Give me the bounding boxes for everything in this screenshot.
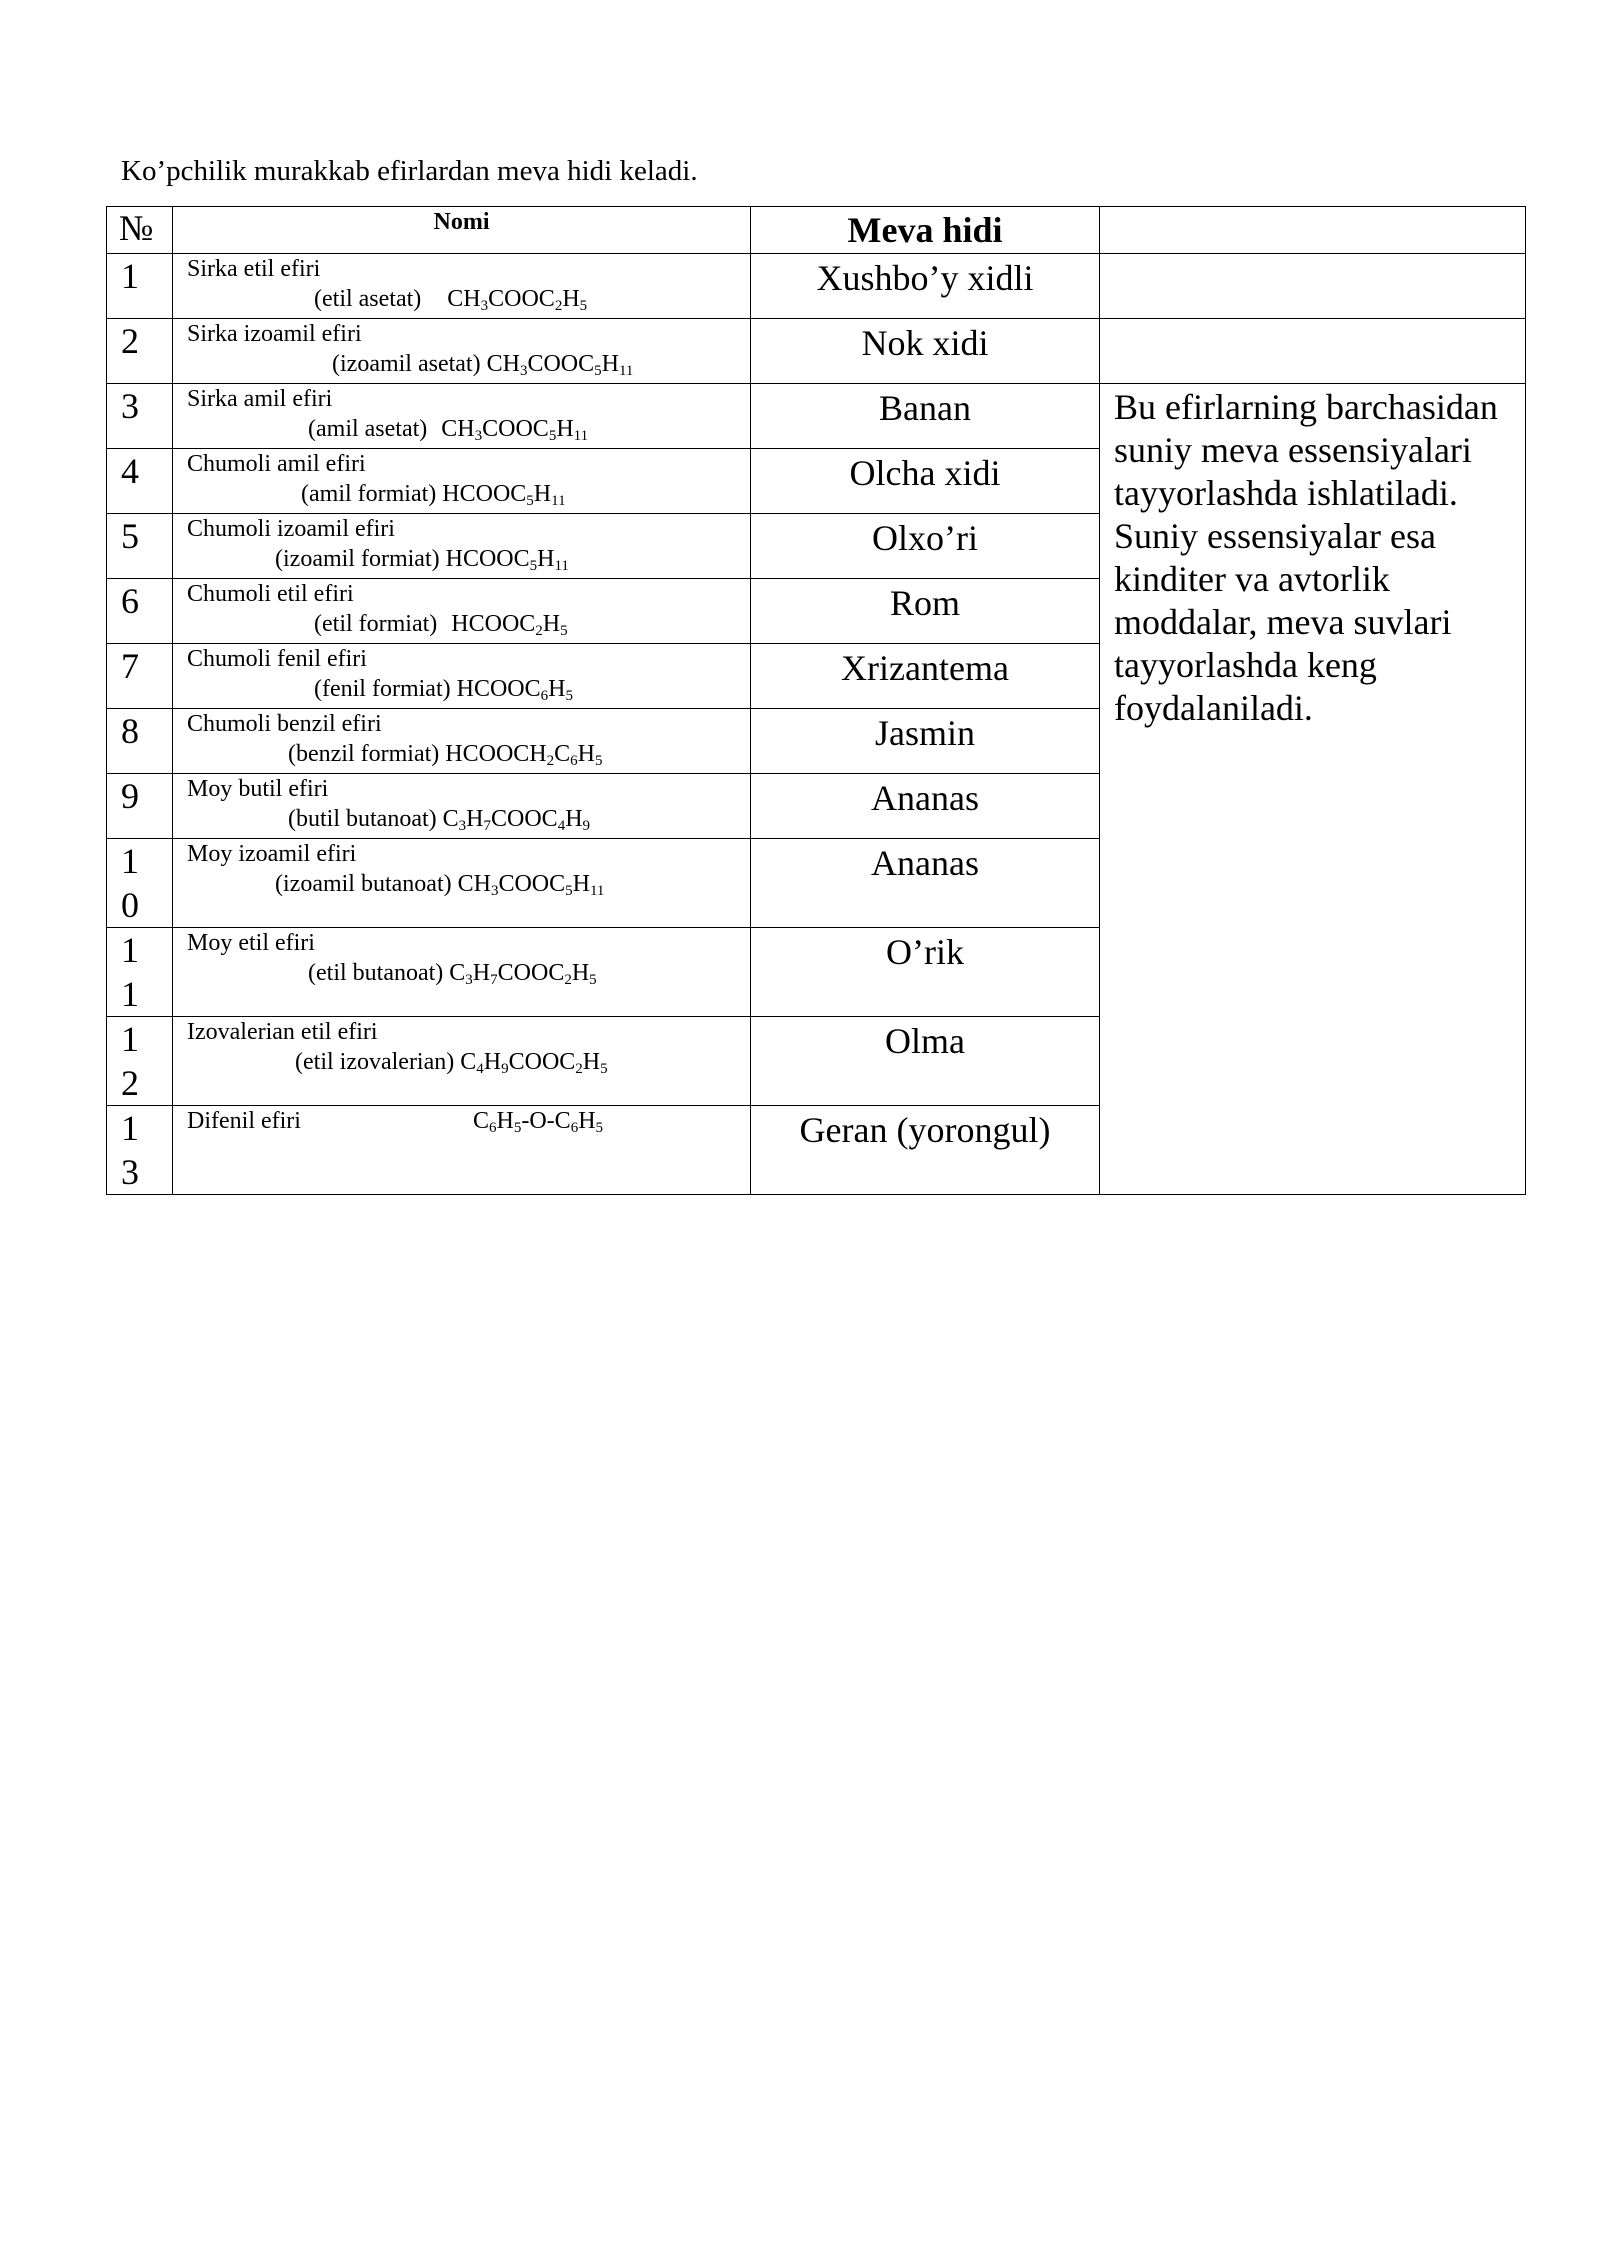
ester-alt-name: (benzil formiat) — [288, 741, 440, 767]
ester-common-name: Difenil efiri — [187, 1108, 301, 1134]
row-number — [107, 384, 173, 449]
ester-systematic-name — [187, 479, 750, 509]
ester-common-name: Chumoli amil efiri — [187, 451, 366, 477]
row-number — [107, 774, 173, 839]
table-body — [107, 254, 1526, 1195]
ester-common-name: Sirka izoamil efiri — [187, 321, 362, 347]
fruit-smell: Rom — [751, 579, 1100, 644]
ester-formula: $C_3H_7COOC_4H_9$ — [442, 806, 591, 834]
table-row — [107, 384, 1526, 449]
ester-name — [173, 254, 751, 319]
fruit-smell: Olma — [751, 1017, 1100, 1106]
ester-alt-name: (etil izovalerian) — [295, 1049, 455, 1075]
ester-alt-name: (fenil formiat) — [314, 676, 451, 702]
header-number: № — [107, 207, 173, 254]
ester-formula: $HCOOC_5H_{11}$ — [442, 481, 566, 509]
ester-name — [173, 514, 751, 579]
ester-common-name: Chumoli izoamil efiri — [187, 516, 395, 542]
header-smell: Meva hidi — [751, 207, 1100, 254]
ester-alt-name: (amil asetat) — [308, 416, 428, 442]
ester-name — [173, 774, 751, 839]
ester-systematic-name — [187, 349, 750, 379]
ester-systematic-name — [187, 804, 750, 834]
ester-formula: $C_3H_7COOC_2H_5$ — [449, 960, 597, 988]
table-header-row — [107, 207, 1526, 254]
ester-name — [173, 579, 751, 644]
ester-name — [173, 709, 751, 774]
ester-name — [173, 928, 751, 1017]
ester-common-name: Izovalerian etil efiri — [187, 1019, 378, 1045]
row-number-text: 10 — [121, 841, 139, 925]
fruit-smell: Ananas — [751, 774, 1100, 839]
row-number-text: 6 — [121, 581, 139, 621]
row-number — [107, 1106, 173, 1195]
empty-note-cell — [1100, 254, 1526, 319]
empty-note-cell — [1100, 319, 1526, 384]
ester-formula: $CH_3COOC_5H_{11}$ — [441, 416, 589, 444]
row-number-text: 4 — [121, 451, 139, 491]
ester-alt-name: (amil formiat) — [301, 481, 437, 507]
ester-formula: $HCOOC_2H_5$ — [451, 611, 568, 639]
ester-systematic-name — [187, 284, 750, 314]
ester-systematic-name — [187, 958, 750, 988]
fruit-smell: Ananas — [751, 839, 1100, 928]
row-number — [107, 254, 173, 319]
row-number — [107, 449, 173, 514]
fruit-smell: Olcha xidi — [751, 449, 1100, 514]
ester-formula: $C_6H_5-O-C_6H_5$ — [473, 1108, 604, 1136]
ester-name — [173, 449, 751, 514]
ester-alt-name: (etil butanoat) — [308, 960, 444, 986]
fruit-smell: Banan — [751, 384, 1100, 449]
ester-common-name: Chumoli benzil efiri — [187, 711, 382, 737]
fruit-smell: Nok xidi — [751, 319, 1100, 384]
ester-formula: $HCOOC_6H_5$ — [456, 676, 573, 704]
row-number — [107, 579, 173, 644]
fruit-smell: Xushbo’y xidli — [751, 254, 1100, 319]
header-note — [1100, 207, 1526, 254]
ester-table — [106, 206, 1526, 1195]
usage-note: Bu efirlarning barchasidan suniy meva essensiyalari tayyorlashda ishlatiladi. Suniy essensiyalar esa kinditer va avtorlik moddalar, meva suvlari tayyorlashda keng foydalaniladi. — [1100, 384, 1526, 1195]
row-number — [107, 514, 173, 579]
row-number — [107, 644, 173, 709]
ester-formula: $C_4H_9COOC_2H_5$ — [460, 1049, 608, 1077]
ester-systematic-name — [187, 609, 750, 639]
ester-common-name: Sirka etil efiri — [187, 256, 321, 282]
ester-formula: $HCOOCH_2C_6H_5$ — [445, 741, 603, 769]
row-number-text: 9 — [121, 776, 139, 816]
fruit-smell: Xrizantema — [751, 644, 1100, 709]
ester-alt-name: (butil butanoat) — [288, 806, 437, 832]
row-number-text: 13 — [121, 1108, 139, 1192]
ester-name — [173, 839, 751, 928]
row-number-text: 7 — [121, 646, 139, 686]
row-number — [107, 1017, 173, 1106]
row-number-text: 1 — [121, 256, 139, 296]
ester-name — [173, 1106, 751, 1195]
ester-formula: $CH_3COOC_2H_5$ — [447, 286, 588, 314]
row-number-text: 11 — [121, 930, 139, 1014]
ester-systematic-name — [187, 869, 750, 899]
fruit-smell: Geran (yorongul) — [751, 1106, 1100, 1195]
row-number-text: 3 — [121, 386, 139, 426]
ester-systematic-name — [187, 674, 750, 704]
ester-common-name: Moy etil efiri — [187, 930, 315, 956]
fruit-smell: O’rik — [751, 928, 1100, 1017]
ester-name — [173, 644, 751, 709]
table-row — [107, 319, 1526, 384]
ester-systematic-name — [187, 1047, 750, 1077]
ester-systematic-name — [187, 739, 750, 769]
ester-alt-name: (etil asetat) — [314, 286, 422, 312]
ester-common-name: Chumoli fenil efiri — [187, 646, 367, 672]
row-number — [107, 928, 173, 1017]
ester-formula: $HCOOC_5H_{11}$ — [445, 546, 569, 574]
ester-alt-name: (izoamil formiat) — [275, 546, 440, 572]
row-number — [107, 709, 173, 774]
ester-alt-name: (etil formiat) — [314, 611, 438, 637]
ester-name — [173, 1017, 751, 1106]
fruit-smell: Jasmin — [751, 709, 1100, 774]
ester-systematic-name — [187, 414, 750, 444]
ester-name — [173, 384, 751, 449]
header-name: Nomi — [173, 207, 751, 254]
ester-common-name: Moy izoamil efiri — [187, 841, 357, 867]
intro-text: Ko’pchilik murakkab efirlardan meva hidi keladi. — [121, 155, 698, 187]
table-row — [107, 254, 1526, 319]
ester-common-name: Sirka amil efiri — [187, 386, 333, 412]
fruit-smell: Olxo’ri — [751, 514, 1100, 579]
ester-alt-name: (izoamil asetat) — [332, 351, 481, 377]
row-number-text: 5 — [121, 516, 139, 556]
ester-formula: $CH_3COOC_5H_{11}$ — [486, 351, 634, 379]
ester-formula: $CH_3COOC_5H_{11}$ — [457, 871, 605, 899]
ester-common-name: Moy butil efiri — [187, 776, 329, 802]
ester-name — [173, 319, 751, 384]
ester-common-name: Chumoli etil efiri — [187, 581, 354, 607]
row-number-text: 2 — [121, 321, 139, 361]
row-number — [107, 319, 173, 384]
row-number-text: 8 — [121, 711, 139, 751]
row-number — [107, 839, 173, 928]
ester-alt-name: (izoamil butanoat) — [275, 871, 452, 897]
ester-systematic-name — [187, 544, 750, 574]
row-number-text: 12 — [121, 1019, 139, 1103]
